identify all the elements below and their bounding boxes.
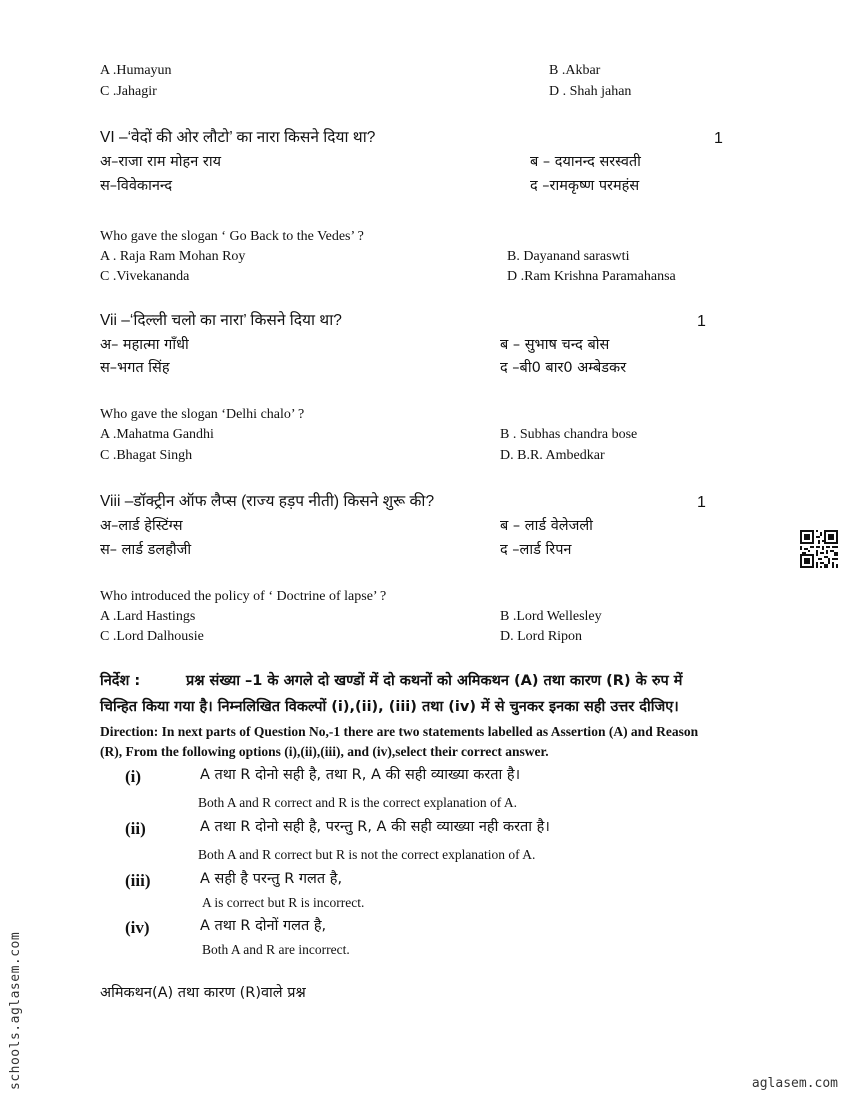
option-hindi-text: A तथा R दोनो सही है, तथा R, A की सही व्याख्या करता है। bbox=[200, 767, 521, 783]
q8-mark: 1 bbox=[697, 494, 706, 511]
option-english-text: Both A and R correct but R is not the correct explanation of A. bbox=[198, 847, 536, 862]
q8-english-option-c: C .Lord Dalhousie bbox=[100, 629, 204, 644]
q8-english-question: Who introduced the policy of ‘ Doctrine of lapse’ ? bbox=[100, 589, 387, 604]
q8-hindi-option-a: अ–लार्ड हेस्टिंग्स bbox=[100, 518, 183, 534]
direction-english-line-2: (R), From the following options (i),(ii),(iii), and (iv),select their correct answer. bbox=[100, 744, 549, 759]
q6-english-question: Who gave the slogan ‘ Go Back to the Vedes’ ? bbox=[100, 229, 364, 244]
prev-option-a: A .Humayun bbox=[100, 63, 172, 78]
side-watermark: schools.aglasem.com bbox=[8, 931, 23, 1090]
q7-hindi-question: Vii –‘दिल्ली चलो का नारा’ किसने दिया था? bbox=[100, 312, 342, 329]
q7-english-question: Who gave the slogan ‘Delhi chalo’ ? bbox=[100, 407, 305, 422]
prev-option-c: C .Jahagir bbox=[100, 84, 157, 99]
option-hindi-text: A तथा R दोनों गलत है, bbox=[200, 918, 327, 934]
option-number: (i) bbox=[125, 767, 142, 786]
q7-english-option-a: A .Mahatma Gandhi bbox=[100, 427, 214, 442]
q7-mark: 1 bbox=[697, 313, 706, 330]
q6-mark: 1 bbox=[714, 130, 723, 147]
option-number: (iv) bbox=[125, 918, 150, 937]
q7-english-option-c: C .Bhagat Singh bbox=[100, 448, 193, 463]
q6-english-option-d: D .Ram Krishna Paramahansa bbox=[507, 269, 676, 284]
q6-hindi-option-c: स–विवेकानन्द bbox=[100, 178, 173, 194]
option-hindi-text: A तथा R दोनो सही है, परन्तु R, A की सही व्याख्या नही करता है। bbox=[200, 819, 550, 835]
footer-watermark: aglasem.com bbox=[751, 1076, 838, 1091]
option-number: (iii) bbox=[125, 871, 151, 890]
q6-hindi-question: VI –‘वेदों की ओर लौटो’ का नारा किसने दिया था? bbox=[100, 129, 376, 146]
q7-english-option-d: D. B.R. Ambedkar bbox=[500, 448, 605, 463]
option-english-text: Both A and R correct and R is the correct explanation of A. bbox=[198, 795, 518, 810]
q8-english-option-d: D. Lord Ripon bbox=[500, 629, 583, 644]
direction-hindi-label: निर्देश : bbox=[100, 673, 141, 689]
direction-english-line-1: Direction: In next parts of Question No,-1 there are two statements labelled as Assertion (A) and Reason bbox=[100, 724, 699, 739]
q8-hindi-option-b: ब – लार्ड वेलेजली bbox=[500, 518, 593, 534]
q6-english-option-a: A . Raja Ram Mohan Roy bbox=[100, 249, 246, 264]
option-english-text: Both A and R are incorrect. bbox=[202, 942, 350, 957]
q7-hindi-option-d: द –बी0 बार0 अम्बेडकर bbox=[500, 360, 627, 376]
q7-hindi-option-c: स–भगत सिंह bbox=[100, 360, 170, 376]
section-heading: अमिकथन(A) तथा कारण (R)वाले प्रश्न bbox=[100, 985, 306, 1001]
option-number: (ii) bbox=[125, 819, 146, 838]
option-english-text: A is correct but R is incorrect. bbox=[202, 895, 365, 910]
q6-english-option-c: C .Vivekananda bbox=[100, 269, 190, 284]
q8-hindi-option-d: द –लार्ड रिपन bbox=[500, 542, 572, 558]
qr-code-icon bbox=[800, 530, 838, 568]
q7-english-option-b: B . Subhas chandra bose bbox=[500, 427, 638, 442]
q8-english-option-a: A .Lard Hastings bbox=[100, 609, 196, 624]
q7-hindi-option-b: ब – सुभाष चन्द बोस bbox=[500, 337, 610, 353]
q8-hindi-question: Viii –डॉक्ट्रीन ऑफ लैप्स (राज्य हड़प नीती) किसने शुरू की? bbox=[100, 493, 435, 510]
q6-hindi-option-d: द –रामकृष्ण परमहंस bbox=[530, 178, 640, 194]
q6-hindi-option-b: ब – दयानन्द सरस्वती bbox=[530, 154, 641, 170]
q6-hindi-option-a: अ–राजा राम मोहन राय bbox=[100, 154, 221, 170]
direction-hindi-line-2: चिन्हित किया गया है। निम्नलिखित विकल्पों (i),(ii), (iii) तथा (iv) में से चुनकर इनका सही उत्तर दीजिए। bbox=[100, 699, 679, 715]
prev-option-b: B .Akbar bbox=[549, 63, 601, 78]
q6-english-option-b: B. Dayanand saraswti bbox=[507, 249, 630, 264]
option-hindi-text: A सही है परन्तु R गलत है, bbox=[200, 871, 343, 887]
q8-hindi-option-c: स– लार्ड डलहौजी bbox=[100, 542, 192, 558]
q8-english-option-b: B .Lord Wellesley bbox=[500, 609, 602, 624]
direction-hindi-line-1: प्रश्न संख्या –1 के अगले दो खण्डों में दो कथनों को अमिकथन (A) तथा कारण (R) के रुप में bbox=[186, 673, 683, 689]
prev-option-d: D . Shah jahan bbox=[549, 84, 632, 99]
q7-hindi-option-a: अ– महात्मा गाँधी bbox=[100, 337, 189, 353]
